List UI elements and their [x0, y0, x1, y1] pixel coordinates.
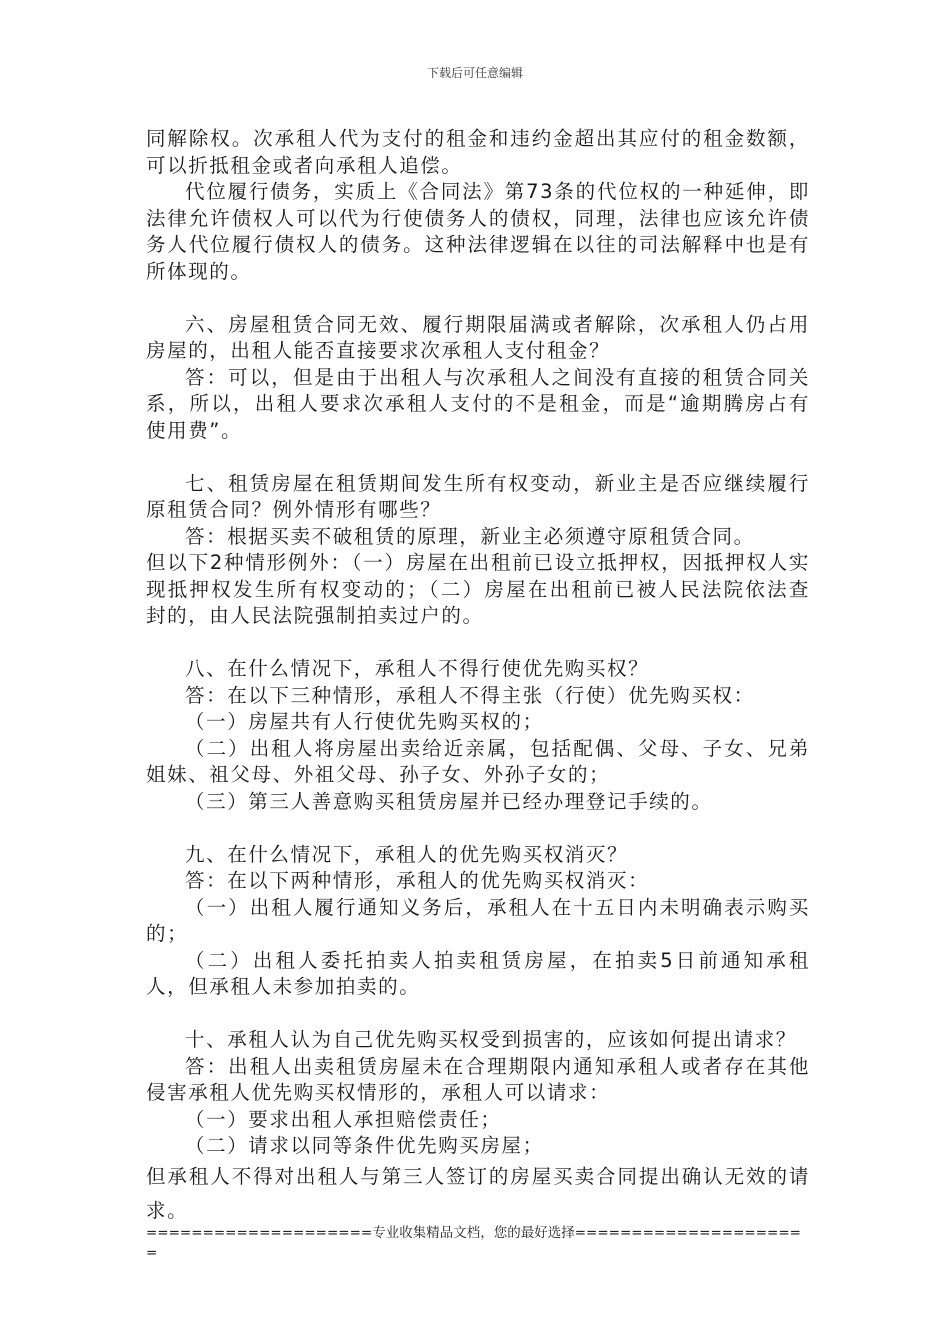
document-body: [146, 126, 810, 1228]
answer-10: 答：出租人出卖租赁房屋未在合理期限内通知承租人或者存在其他侵害承租人优先购买权情形的，承租人可以请求：: [146, 1054, 810, 1104]
paragraph: 代位履行债务，实质上《合同法》第73条的代位权的一种延伸，即法律允许债权人可以代为行使债务人的债权，同理，法律也应该允许债务人代位履行债权人的债务。这种法律逻辑在以往的司法解释中也是有所体现的。: [146, 180, 810, 283]
answer-10-conclusion: 但承租人不得对出租人与第三人签订的房屋买卖合同提出确认无效的请求。: [146, 1164, 810, 1222]
page-footer: ====================专业收集精品文档，您的最好选择=====================: [146, 1225, 801, 1261]
answer-9: 答：在以下两种情形，承租人的优先购买权消灭：: [185, 869, 650, 892]
answer-8-item-1: （一）房屋共有人行使优先购买权的；: [185, 710, 544, 733]
answer-10-item-1: （一）要求出租人承担赔偿责任；: [185, 1107, 502, 1131]
answer-8: 答：在以下三种情形，承租人不得主张（行使）优先购买权：: [185, 683, 755, 707]
answer-7: 答：根据买卖不破租赁的原理，新业主必须遵守原租赁合同。: [185, 524, 755, 548]
question-6: 六、房屋租赁合同无效、履行期限届满或者解除，次承租人仍占用房屋的，出租人能否直接要求次承租人支付租金？: [146, 312, 810, 362]
question-9: 九、在什么情况下，承租人的优先购买权消灭？: [185, 842, 629, 866]
answer-9-item-1: （一）出租人履行通知义务后，承租人在十五日内未明确表示购买的；: [146, 895, 810, 945]
page-header: 下载后可任意编辑: [426, 66, 523, 80]
answer-6: 答：可以，但是由于出租人与次承租人之间没有直接的租赁合同关系，所以，出租人要求次承租人支付的不是租金，而是“逾期腾房占有使用费”。: [146, 365, 810, 442]
answer-10-item-2: （二）请求以同等条件优先购买房屋；: [185, 1134, 544, 1157]
answer-9-item-2: （二）出租人委托拍卖人拍卖租赁房屋，在拍卖5日前通知承租人，但承租人未参加拍卖的。: [146, 948, 810, 998]
question-10: 十、承租人认为自己优先购买权受到损害的，应该如何提出请求？: [185, 1028, 797, 1051]
question-8: 八、在什么情况下，承租人不得行使优先购买权？: [185, 657, 650, 680]
paragraph: 同解除权。次承租人代为支付的租金和违约金超出其应付的租金数额，可以折抵租金或者向承租人追偿。: [146, 127, 810, 177]
answer-7-continued: 但以下2种情形例外：（一）房屋在出租前已设立抵押权，因抵押权人实现抵押权发生所有权变动的；（二）房屋在出租前已被人民法院依法查封的，由人民法院强制拍卖过户的。: [146, 551, 810, 627]
question-7: 七、租赁房屋在租赁期间发生所有权变动，新业主是否应继续履行原租赁合同？例外情形有哪些？: [146, 471, 810, 521]
answer-8-item-3: （三）第三人善意购买租赁房屋并已经办理登记手续的。: [185, 789, 713, 813]
answer-8-item-2: （二）出租人将房屋出卖给近亲属，包括配偶、父母、子女、兄弟姐妹、祖父母、外祖父母、孙子女、外孙子女的；: [146, 736, 810, 786]
